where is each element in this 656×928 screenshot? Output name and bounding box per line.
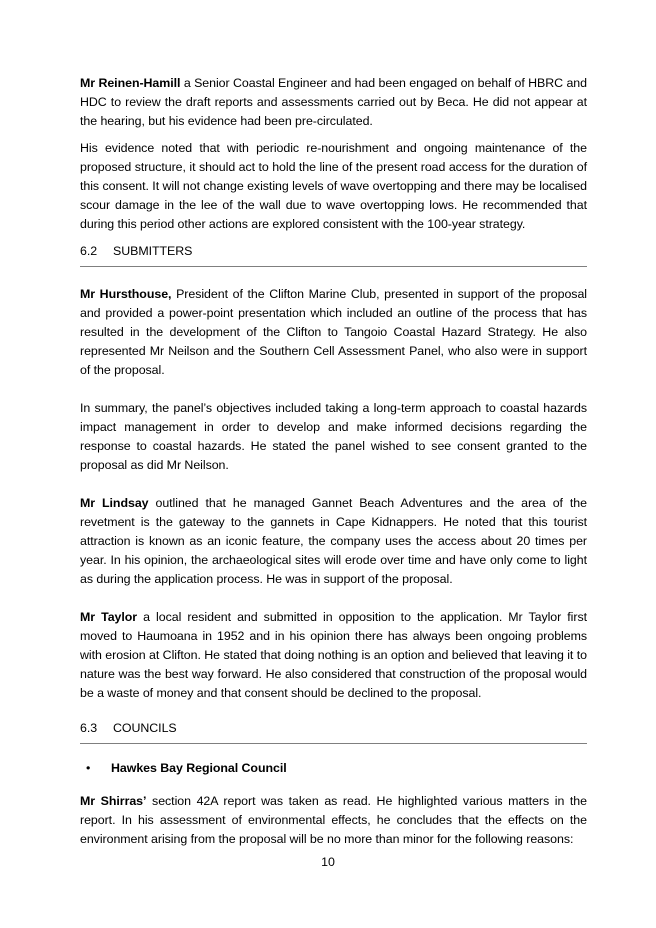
section-number: 6.2 xyxy=(80,244,98,258)
taylor-paragraph xyxy=(80,608,587,703)
reinen-hamill-name: Mr Reinen-Hamill xyxy=(80,76,181,90)
taylor-name: Mr Taylor xyxy=(80,610,138,624)
summary-paragraph: In summary, the panel’s objectives included taking a long-term approach to coastal hazards impact management in order to develop and make informed decisions regarding the response to coastal hazards. He stated the panel wished to see consent granted to the proposal as did Mr Neilson. xyxy=(80,401,587,472)
lindsay-paragraph xyxy=(80,494,587,589)
section-title: COUNCILS xyxy=(113,721,177,735)
shirras-text: section 42A report was taken as read. He highlighted various matters in the report. In his assessment of environmental effects, he concludes that the effects on the environment arising from the proposal will be no more than minor for the following reasons: xyxy=(80,794,587,846)
section-heading-submitters xyxy=(80,242,587,267)
lindsay-text: outlined that he managed Gannet Beach Adventures and the area of the revetment is the gateway to the gannets in Cape Kidnappers. He noted that this tourist attraction is known as an iconic feature, the company uses the access about 20 times per year. In his opinion, the archaeological sites will erode over time and have only come to light as during the application process. He was in support of the proposal. xyxy=(80,496,587,586)
taylor-text: a local resident and submitted in opposition to the application. Mr Taylor first moved to Haumoana in 1952 and in his opinion there has always been ongoing problems with erosion at Clifton. He stated that doing nothing is an option and believed that leaving it to nature was the best way forward. He also considered that construction of the proposal would be a waste of money and that consent should be declined to the proposal. xyxy=(80,610,587,700)
page-number: 10 xyxy=(321,855,335,869)
bullet-label: Hawkes Bay Regional Council xyxy=(111,761,287,775)
bullet-item-hbrc xyxy=(80,759,587,778)
hursthouse-name: Mr Hursthouse, xyxy=(80,287,172,301)
shirras-paragraph xyxy=(80,792,587,849)
section-title: SUBMITTERS xyxy=(113,244,193,258)
hursthouse-text: President of the Clifton Marine Club, presented in support of the proposal and provided a power-point presentation which included an outline of the process that has resulted in the development of the Clifton to Tangoio Coastal Hazard Strategy. He also represented Mr Neilson and the Southern Cell Assessment Panel, who also were in support of the proposal. xyxy=(80,287,587,377)
shirras-name: Mr Shirras’ xyxy=(80,794,147,808)
evidence-paragraph: His evidence noted that with periodic re-nourishment and ongoing maintenance of the proposed structure, it should act to hold the line of the present road access for the duration of this consent. It will not change existing levels of wave overtopping and there may be localised scour damage in the lee of the wall due to wave overtopping lows. He recommended that during this period other actions are explored consistent with the 100-year strategy. xyxy=(80,141,588,231)
section-heading-councils xyxy=(80,719,587,744)
reinen-hamill-text: a Senior Coastal Engineer and had been engaged on behalf of HBRC and HDC to review the draft reports and assessments carried out by Beca. He did not appear at the hearing, but his evidence had been pre-circulated. xyxy=(80,76,587,128)
section-number: 6.3 xyxy=(80,721,98,735)
lindsay-name: Mr Lindsay xyxy=(80,496,149,510)
document-page xyxy=(80,74,587,849)
hursthouse-paragraph xyxy=(80,285,587,380)
bullet-icon: • xyxy=(86,761,91,775)
reinen-hamill-paragraph xyxy=(80,74,587,131)
